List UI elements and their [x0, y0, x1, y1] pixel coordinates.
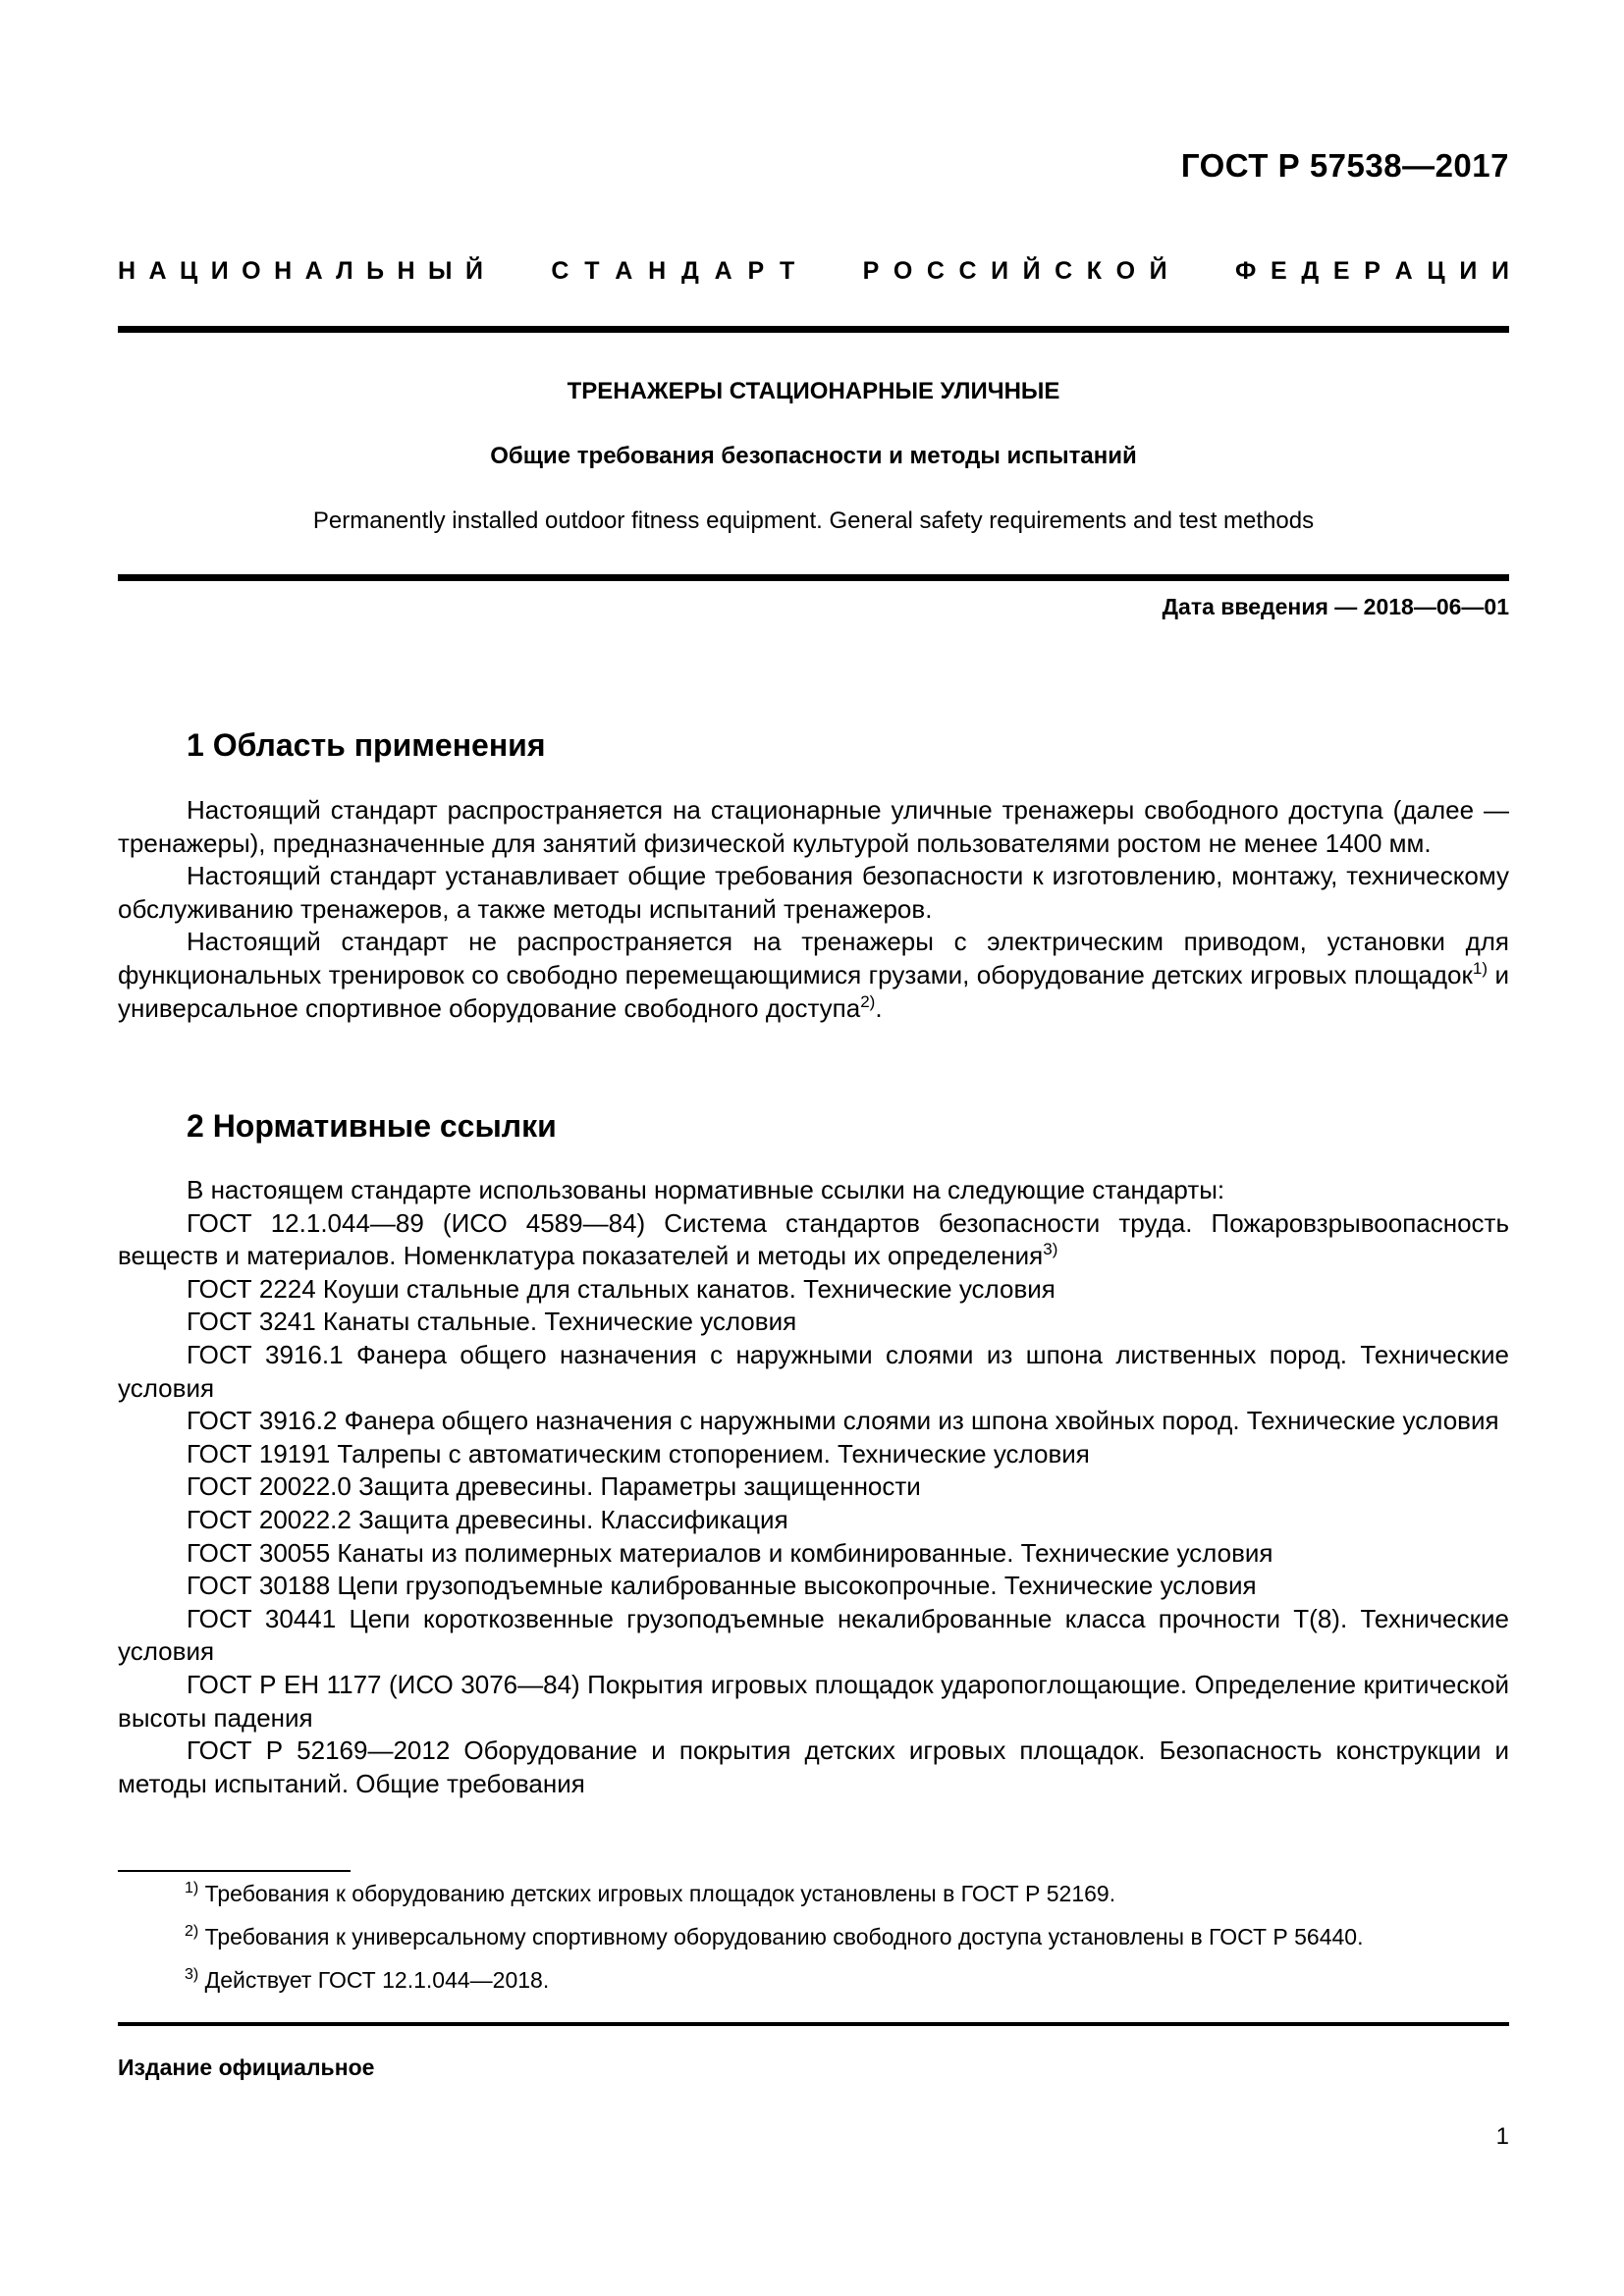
- paragraph: Настоящий стандарт распространяется на стационарные уличные тренажеры свободного доступа (далее — тренажеры), предназначенные для занятий физической культурой пользователями ростом не менее 1400 мм.: [118, 795, 1509, 858]
- banner-word: Ф Е Д Е Р А Ц И И: [1234, 257, 1509, 285]
- section-1-heading: 1 Область применения: [187, 727, 546, 763]
- paragraph-text: .: [875, 992, 883, 1023]
- footnote: [118, 1964, 1509, 1996]
- document-subtitle: Общие требования безопасности и методы испытаний: [490, 443, 1137, 469]
- english-title: Permanently installed outdoor fitness equipment. General safety requirements and test methods: [312, 507, 1315, 534]
- reference-item: [118, 1207, 1509, 1273]
- reference-item: ГОСТ 20022.2 Защита древесины. Классификация: [187, 1504, 788, 1534]
- reference-item: ГОСТ 30055 Канаты из полимерных материалов и комбинированные. Технические условия: [187, 1537, 1273, 1568]
- document-code: ГОСТ Р 57538—2017: [1180, 147, 1509, 184]
- footnote-text: Действует ГОСТ 12.1.044—2018.: [204, 1967, 550, 1993]
- section-1-body: [118, 794, 1509, 1025]
- banner-word: С Т А Н Д А Р Т: [551, 257, 795, 285]
- footnote-ref-2: 2): [860, 991, 876, 1011]
- paragraph: Настоящий стандарт устанавливает общие требования безопасности к изготовлению, монтажу, техническому обслуживанию тренажеров, а также методы испытаний тренажеров.: [118, 861, 1509, 924]
- footnote: [118, 1921, 1509, 1952]
- paragraph: [118, 926, 1509, 1025]
- footnotes: [118, 1878, 1509, 2007]
- footnote-text: Требования к универсальному спортивному оборудованию свободного доступа установлены в ГОСТ Р 56440.: [204, 1924, 1364, 1949]
- top-divider: [118, 326, 1509, 333]
- footnote-mark: 1): [185, 1880, 199, 1896]
- footnote-ref-1: 1): [1472, 958, 1488, 978]
- paragraph-text: Настоящий стандарт не распространяется на тренажеры с электрическим приводом, установки для функциональных тренировок со свободно перемещающимися грузами, оборудование детских игровых площадок: [118, 927, 1509, 989]
- footnote: [118, 1878, 1509, 1909]
- reference-item: ГОСТ 2224 Коуши стальные для стальных канатов. Технические условия: [187, 1273, 1056, 1304]
- reference-item: ГОСТ 3916.2 Фанера общего назначения с наружными слоями из шпона хвойных пород. Технические условия: [187, 1406, 1499, 1436]
- introduction-date: Дата введения — 2018—06—01: [1162, 594, 1509, 619]
- footnote-text: Требования к оборудованию детских игровых площадок установлены в ГОСТ Р 52169.: [204, 1881, 1116, 1906]
- paragraph: В настоящем стандарте использованы нормативные ссылки на следующие стандарты:: [187, 1175, 1225, 1204]
- reference-item: ГОСТ 19191 Талрепы с автоматическим стопорением. Технические условия: [187, 1438, 1090, 1468]
- reference-item: ГОСТ 3241 Канаты стальные. Технические условия: [187, 1307, 797, 1337]
- reference-item: ГОСТ 20022.0 Защита древесины. Параметры защищенности: [187, 1471, 921, 1502]
- paragraph-text: и универсальное спортивное оборудование свободного доступа: [118, 959, 1509, 1023]
- reference-item: ГОСТ 3916.1 Фанера общего назначения с наружными слоями из шпона лиственных пород. Технические условия: [118, 1339, 1509, 1403]
- footnote-separator: [118, 1870, 351, 1872]
- banner-word: Н А Ц И О Н А Л Ь Н Ы Й: [118, 257, 483, 285]
- reference-item: ГОСТ Р 52169—2012 Оборудование и покрытия детских игровых площадок. Безопасность конструкции и методы испытаний. Общие требования: [118, 1735, 1509, 1798]
- footer-divider: [118, 2022, 1509, 2026]
- footnote-mark: 2): [185, 1923, 199, 1940]
- document-title: ТРЕНАЖЕРЫ СТАЦИОНАРНЫЕ УЛИЧНЫЕ: [567, 378, 1060, 404]
- banner-word: Р О С С И Й С К О Й: [862, 257, 1167, 285]
- section-2-body: [118, 1174, 1509, 1800]
- footnote-mark: 3): [185, 1966, 199, 1983]
- reference-item: ГОСТ Р ЕН 1177 (ИСО 3076—84) Покрытия игровых площадок ударопоглощающие. Определение критической высоты падения: [118, 1669, 1509, 1733]
- reference-item: ГОСТ 30441 Цепи короткозвенные грузоподъемные некалиброванные класса прочности Т(8). Технические условия: [118, 1603, 1509, 1667]
- section-2-heading: 2 Нормативные ссылки: [187, 1108, 557, 1144]
- official-edition-label: Издание официальное: [118, 2055, 375, 2080]
- title-divider: [118, 574, 1509, 581]
- footnote-ref-3: 3): [1043, 1240, 1058, 1259]
- reference-text: ГОСТ 12.1.044—89 (ИСО 4589—84) Система стандартов безопасности труда. Пожаровзрывоопасность веществ и материалов. Номенклатура показателей и методы их определения: [118, 1207, 1509, 1271]
- national-standard-banner: [118, 257, 1509, 286]
- reference-item: ГОСТ 30188 Цепи грузоподъемные калиброванные высокопрочные. Технические условия: [187, 1571, 1257, 1601]
- page-number: 1: [1495, 2123, 1509, 2150]
